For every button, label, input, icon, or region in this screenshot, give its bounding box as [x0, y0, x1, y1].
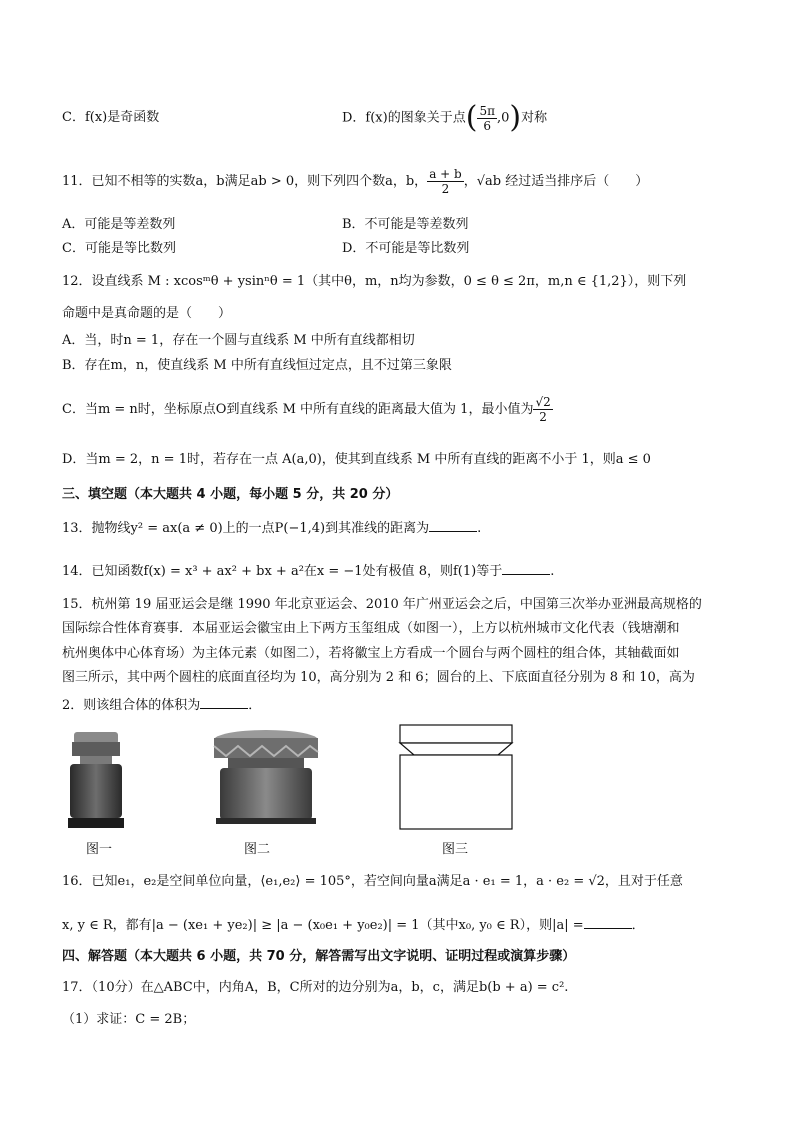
q11-option-b: B．不可能是等差数列 [342, 217, 469, 232]
q12-fraction [533, 395, 552, 424]
q12-option-a: A．当，时n = 1，存在一个圆与直线系 M 中所有直线都相切 [62, 333, 415, 348]
q12-option-b: B．存在m，n，使直线系 M 中所有直线恒过定点，且不过第三象限 [62, 358, 452, 373]
figure-2-caption: 图二 [244, 842, 271, 857]
q14-answer-blank [502, 560, 550, 575]
q13 [62, 517, 481, 538]
q11-stem-pre: 11．已知不相等的实数a，b满足ab > 0，则下列四个数a，b， [62, 174, 428, 189]
q13-text: 13．抛物线y² = ax(a ≠ 0)上的一点P(−1,4)到其准线的距离为 [62, 521, 430, 536]
q16-line2 [62, 914, 645, 935]
top-cylinder [400, 725, 512, 743]
q15-line5-text: 2．则该组合体的体积为 [62, 698, 201, 713]
q15-line5-post: ． [248, 698, 262, 713]
q15-line1: 15．杭州第 19 届亚运会是继 1990 年北京亚运会、2010 年广州亚运会之后，中国第三次举办亚洲最高规格的 [62, 597, 702, 612]
q11-option-d: D．不可能是等比数列 [342, 241, 470, 256]
q12-frac-num: √2 [535, 395, 551, 409]
q10-frac-den: 6 [483, 118, 492, 133]
q12-option-c [62, 390, 553, 430]
q11-frac-num: a + b [429, 167, 462, 181]
q15-line3: 杭州奥体中心体育场）为主体元素（如图二），若将徽宝上方看成一个圆台与两个圆柱的组合体，其轴截面如 [62, 646, 680, 661]
right-paren: ) [509, 100, 522, 135]
q12-frac-den: 2 [539, 410, 547, 424]
q11-frac-den: 2 [441, 182, 450, 196]
q10-comma: ,0 [496, 110, 510, 126]
bottom-cylinder [400, 755, 512, 829]
figure-1-caption: 图一 [86, 842, 113, 857]
q13-post: . [477, 521, 482, 536]
q16-line1: 16．已知e₁，e₂是空间单位向量，⟨e₁,e₂⟩ = 105°，若空间向量a满足a · e₁ = 1，a · e₂ = √2，且对于任意 [62, 874, 683, 889]
q10-option-d [342, 96, 547, 141]
q11-stem [62, 164, 648, 200]
q11-stem-post: ，√ab 经过适当排序后（ ） [463, 174, 649, 189]
q10-option-c: C．f(x)是奇函数 [62, 110, 160, 125]
section-3-heading: 三、填空题（本大题共 4 小题，每小题 5 分，共 20 分） [62, 487, 399, 502]
q13-answer-blank [429, 517, 477, 532]
q12-stem-line1: 12．设直线系 M : xcosᵐθ + ysinⁿθ = 1（其中θ，m，n均为参数，0 ≤ θ ≤ 2π，m,n ∈ {1,2}），则下列 [62, 274, 687, 289]
q12-option-c-text: C．当m = n时，坐标原点O到直线系 M 中所有直线的距离最大值为 1，最小值为 [62, 402, 534, 417]
q16-line2-post: ． [631, 918, 645, 933]
figure-2-seal-top-photo [206, 726, 326, 826]
q17-part1: （1）求证：C = 2B； [62, 1012, 196, 1027]
q12-stem-line2: 命题中是真命题的是（ ） [62, 306, 232, 321]
figure-1-seal-photo [66, 726, 126, 834]
q14-post: . [550, 564, 555, 579]
q14-text: 14．已知函数f(x) = x³ + ax² + bx + a²在x = −1处有极值 8，则f(1)等于 [62, 564, 503, 579]
q11-fraction [427, 167, 464, 196]
q15-line5 [62, 694, 261, 715]
left-paren: ( [465, 100, 478, 135]
frustum [400, 743, 512, 755]
q10-option-d-text: D．f(x)的图象关于点 [342, 110, 466, 126]
q16-answer-blank [584, 914, 632, 929]
q15-answer-blank [200, 694, 248, 709]
section-4-heading: 四、解答题（本大题共 6 小题，共 70 分，解答需写出文字说明、证明过程或演算步骤） [62, 949, 576, 964]
figure-3-cross-section-diagram [396, 723, 516, 833]
q17-stem: 17．（10分）在△ABC中，内角A，B，C所对的边分别为a，b，c，满足b(b + a) = c². [62, 980, 569, 995]
q11-option-a: A．可能是等差数列 [62, 217, 176, 232]
q16-line2-text: x, y ∈ R，都有|a − (xe₁ + ye₂)| ≥ |a − (x₀e₁ + y₀e₂)| = 1（其中x₀, y₀ ∈ R），则|a| = [62, 918, 584, 933]
q12-option-d: D．当m = 2，n = 1时，若存在一点 A(a,0)，使其到直线系 M 中所有直线的距离不小于 1，则a ≤ 0 [62, 452, 651, 467]
q10-frac-num: 5π [479, 103, 495, 118]
q10-fraction [477, 104, 497, 133]
q11-option-c: C．可能是等比数列 [62, 241, 176, 256]
q10-option-d-post: 对称 [521, 110, 548, 126]
figure-3-caption: 图三 [442, 842, 469, 857]
q14 [62, 560, 554, 581]
q15-line4: 图三所示，其中两个圆柱的底面直径均为 10，高分别为 2 和 6；圆台的上、下底面直径分别为 8 和 10，高为 [62, 670, 695, 685]
q15-line2: 国际综合性体育赛事．本届亚运会徽宝由上下两方玉玺组成（如图一），上方以杭州城市文化代表（钱塘潮和 [62, 621, 680, 636]
